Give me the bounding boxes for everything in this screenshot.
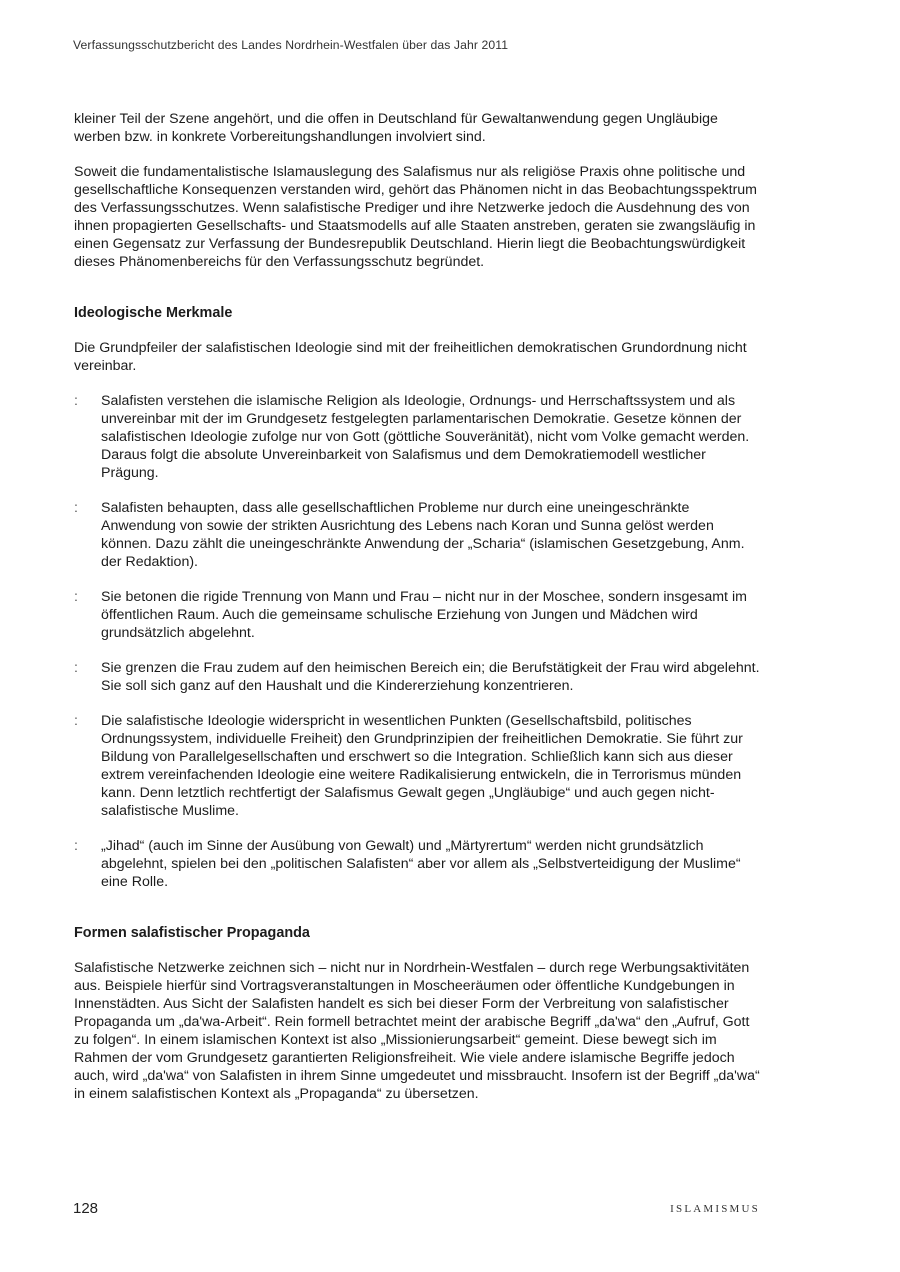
list-item-text: Salafisten behaupten, dass alle gesellschaftlichen Probleme nur durch eine uneingeschränkte Anwendung von sowie der strikten Ausrichtung des Lebens nach Koran und Sunna gelöst werden können. Dazu zählt die uneingeschränkte Anwendung der „Scharia“ (islamischen Gesetzgebung, Anm. der Redaktion).: [101, 500, 745, 570]
ideology-bullet-list: [74, 392, 764, 891]
bullet-marker: :: [74, 500, 78, 516]
list-item: [74, 392, 764, 482]
intro-paragraph-2: Soweit die fundamentalistische Islamauslegung des Salafismus nur als religiöse Praxis ohne politische und gesellschaftliche Konsequenzen verstanden wird, gehört das Phänomen nicht in das Beobachtungsspektrum des Verfassungsschutzes. Wenn salafistische Prediger und ihre Netzwerke jedoch die Ausdehnung des von ihnen propagierten Gesellschafts- und Staatsmodells auf alle Staaten anstreben, geraten sie zwangsläufig in einen Gegensatz zur Verfassung der Bundesrepublik Deutschland. Hierin liegt die Beobachtungswürdigkeit dieses Phänomenbereichs für den Verfassungsschutz begründet.: [74, 164, 758, 270]
bullet-marker: :: [74, 589, 78, 605]
intro-paragraph-1: kleiner Teil der Szene angehört, und die offen in Deutschland für Gewaltanwendung gegen Ungläubige werben bzw. in konkrete Vorbereitungshandlungen involviert sind.: [74, 111, 718, 145]
section2-paragraph: Salafistische Netzwerke zeichnen sich – nicht nur in Nordrhein-Westfalen – durch rege Werbungsaktivitäten aus. Beispiele hierfür sind Vortragsveranstaltungen in Moscheeräumen oder öffentliche Kundgebungen in Innenstädten. Aus Sicht der Salafisten handelt es sich bei dieser Form der Verbreitung von salafistischer Propaganda um „da'wa-Arbeit“. Rein formell betrachtet meint der arabische Begriff „da'wa“ den „Aufruf, Gott zu folgen“. In einem islamischen Kontext ist also „Missionierungsarbeit“ gemeint. Diese bewegt sich im Rahmen der vom Grundgesetz garantierten Religionsfreiheit. Wie viele andere islamische Begriffe jedoch auch, wird „da'wa“ von Salafisten in ihrem Sinne umgedeutet und missbraucht. Insofern ist der Begriff „da'wa“ in einem salafistischen Kontext als „Propaganda“ zu übersetzen.: [74, 960, 760, 1102]
list-item-text: Sie grenzen die Frau zudem auf den heimischen Bereich ein; die Berufstätigkeit der Frau wird abgelehnt. Sie soll sich ganz auf den Haushalt und die Kindererziehung konzentrieren.: [101, 660, 760, 694]
list-item: [74, 837, 764, 891]
page-number: 128: [73, 1200, 99, 1217]
section-heading-ideologische-merkmale: Ideologische Merkmale: [74, 305, 233, 321]
list-item: [74, 659, 764, 695]
running-header: Verfassungsschutzbericht des Landes Nordrhein-Westfalen über das Jahr 2011: [73, 38, 509, 52]
list-item: [74, 712, 764, 820]
list-item: [74, 499, 764, 571]
section1-lead-paragraph: Die Grundpfeiler der salafistischen Ideologie sind mit der freiheitlichen demokratischen Grundordnung nicht vereinbar.: [74, 340, 747, 374]
section-label: ISLAMISMUS: [670, 1203, 760, 1215]
bullet-marker: :: [74, 660, 78, 676]
section-heading-formen-propaganda: Formen salafistischer Propaganda: [74, 925, 310, 941]
bullet-marker: :: [74, 838, 78, 854]
bullet-marker: :: [74, 393, 78, 409]
bullet-marker: :: [74, 713, 78, 729]
list-item-text: Sie betonen die rigide Trennung von Mann und Frau – nicht nur in der Moschee, sondern insgesamt im öffentlichen Raum. Auch die gemeinsame schulische Erziehung von Jungen und Mädchen wird grundsätzlich abgelehnt.: [101, 589, 747, 641]
list-item-text: „Jihad“ (auch im Sinne der Ausübung von Gewalt) und „Märtyrertum“ werden nicht grundsätzlich abgelehnt, spielen bei den „politischen Salafisten“ aber vor allem als „Selbstverteidigung der Muslime“ eine Rolle.: [101, 838, 741, 890]
list-item-text: Salafisten verstehen die islamische Religion als Ideologie, Ordnungs- und Herrschaftssystem und als unvereinbar mit der im Grundgesetz festgelegten parlamentarischen Demokratie. Gesetze können der salafistischen Ideologie zufolge nur von Gott (göttliche Souveränität), nicht vom Volke gemacht werden. Daraus folgt die absolute Unvereinbarkeit von Salafismus und dem Demokratiemodell westlicher Prägung.: [101, 393, 750, 481]
page-body: [74, 110, 764, 1120]
list-item-text: Die salafistische Ideologie widerspricht in wesentlichen Punkten (Gesellschaftsbild, politisches Ordnungssystem, individuelle Freiheit) den Grundprinzipien der freiheitlichen Demokratie. Sie führt zur Bildung von Parallelgesellschaften und erschwert so die Integration. Schließlich kann sich aus dieser extrem vereinfachenden Ideologie eine weitere Radikalisierung entwickeln, die in Terrorismus münden kann. Denn letztlich rechtfertigt der Salafismus Gewalt gegen „Ungläubige“ und auch gegen nicht-salafistische Muslime.: [101, 713, 743, 819]
list-item: [74, 588, 764, 642]
